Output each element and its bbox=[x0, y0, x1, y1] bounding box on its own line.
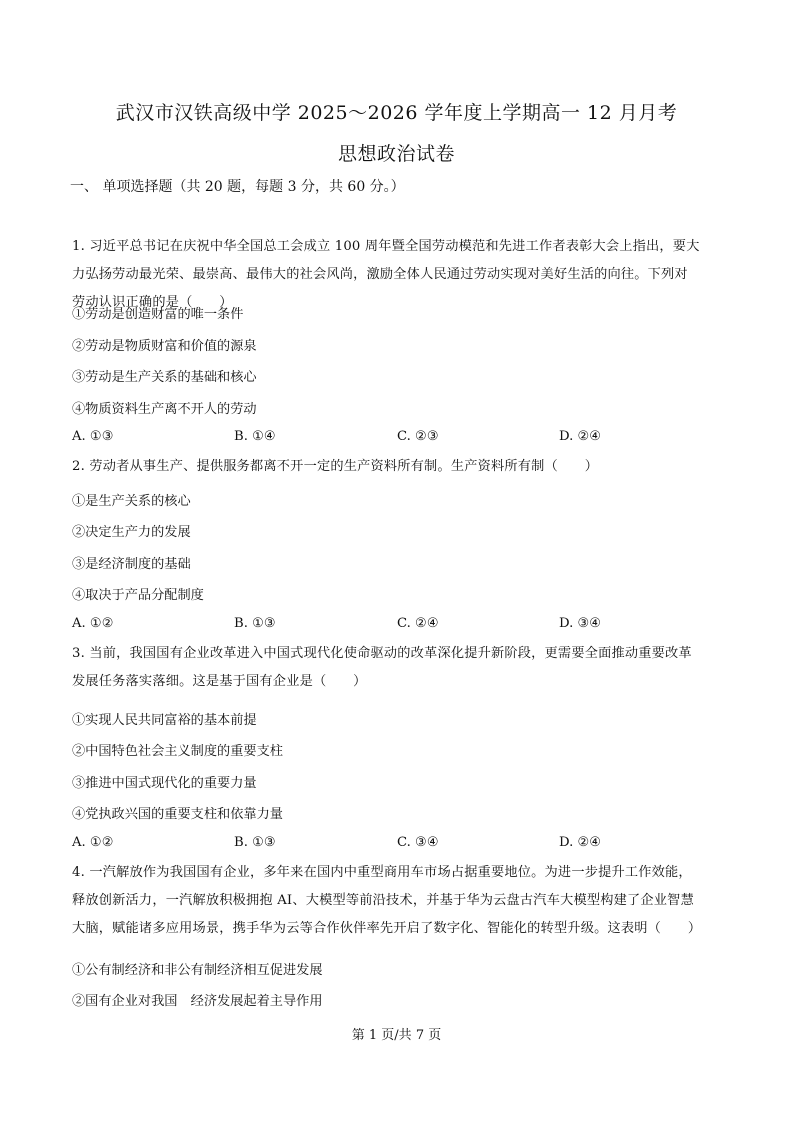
choice-b: B. ①③ bbox=[234, 616, 276, 631]
question-2-option-3: ③是经济制度的基础 bbox=[72, 557, 191, 572]
exam-subject-title: 思想政治试卷 bbox=[337, 143, 455, 165]
question-3-option-4: ④党执政兴国的重要支柱和依靠力量 bbox=[72, 807, 283, 822]
choice-b: B. ①④ bbox=[234, 429, 276, 444]
choice-a: A. ①② bbox=[72, 835, 114, 850]
question-3-stem bbox=[72, 640, 722, 696]
choice-a: A. ①② bbox=[72, 616, 114, 631]
choice-d: D. ③④ bbox=[559, 616, 602, 631]
page-footer: 第 1 页/共 7 页 bbox=[351, 1028, 442, 1043]
choice-c: C. ②④ bbox=[397, 616, 439, 631]
question-1-option-2: ②劳动是物质财富和价值的源泉 bbox=[72, 339, 257, 354]
question-4-option-2: ②国有企业对我国 经济发展起着主导作用 bbox=[72, 994, 323, 1009]
question-3-option-1: ①实现人民共同富裕的基本前提 bbox=[72, 713, 257, 728]
question-stem-line: 2. 劳动者从事生产、提供服务都离不开一定的生产资料所有制。生产资料所有制（ ） bbox=[72, 459, 599, 474]
section-heading: 一、 单项选择题（共 20 题，每题 3 分，共 60 分。） bbox=[70, 179, 405, 195]
choice-b: B. ①③ bbox=[234, 835, 276, 850]
choice-d: D. ②④ bbox=[559, 835, 602, 850]
question-2-option-4: ④取决于产品分配制度 bbox=[72, 588, 204, 603]
question-4-option-1: ①公有制经济和非公有制经济相互促进发展 bbox=[72, 963, 323, 978]
question-1-option-3: ③劳动是生产关系的基础和核心 bbox=[72, 370, 257, 385]
question-stem-line: 释放创新活力，一汽解放积极拥抱 AI、大模型等前沿技术，并基于华为云盘古汽车大模型构建了企业智慧 bbox=[72, 893, 694, 908]
question-stem-line: 4. 一汽解放作为我国国有企业，多年来在国内中重型商用车市场占据重要地位。为进一步提升工作效能， bbox=[72, 865, 692, 880]
question-2-choices bbox=[72, 616, 722, 636]
question-stem-line: 1. 习近平总书记在庆祝中华全国总工会成立 100 周年暨全国劳动模范和先进工作者表彰大会上指出，要大 bbox=[72, 239, 700, 254]
choice-c: C. ③④ bbox=[397, 835, 439, 850]
question-stem-line: 劳动认识正确的是（ ） bbox=[72, 295, 233, 310]
question-1-option-1: ①劳动是创造财富的唯一条件 bbox=[72, 307, 244, 322]
question-stem-line: 大脑，赋能诸多应用场景，携手华为云等合作伙伴率先开启了数字化、智能化的转型升级。这表明（ ） bbox=[72, 921, 702, 936]
choice-c: C. ②③ bbox=[397, 429, 439, 444]
question-4-stem bbox=[72, 859, 722, 943]
question-3-option-3: ③推进中国式现代化的重要力量 bbox=[72, 776, 257, 791]
question-3-choices bbox=[72, 835, 722, 855]
question-2-option-1: ①是生产关系的核心 bbox=[72, 494, 191, 509]
question-2-stem bbox=[72, 453, 722, 481]
question-1-option-4: ④物质资料生产离不开人的劳动 bbox=[72, 402, 257, 417]
exam-title: 武汉市汉铁高级中学 2025～2026 学年度上学期高一 12 月月考 bbox=[115, 102, 678, 124]
question-stem-line: 3. 当前，我国国有企业改革进入中国式现代化使命驱动的改革深化提升新阶段，更需要全面推动重要改革 bbox=[72, 646, 692, 661]
choice-a: A. ①③ bbox=[72, 429, 114, 444]
question-stem-line: 力弘扬劳动最光荣、最崇高、最伟大的社会风尚，激励全体人民通过劳动实现对美好生活的向往。下列对 bbox=[72, 267, 688, 282]
question-1-choices bbox=[72, 429, 722, 449]
question-3-option-2: ②中国特色社会主义制度的重要支柱 bbox=[72, 744, 283, 759]
choice-d: D. ②④ bbox=[559, 429, 602, 444]
question-stem-line: 发展任务落实落细。这是基于国有企业是（ ） bbox=[72, 674, 367, 689]
question-2-option-2: ②决定生产力的发展 bbox=[72, 525, 191, 540]
